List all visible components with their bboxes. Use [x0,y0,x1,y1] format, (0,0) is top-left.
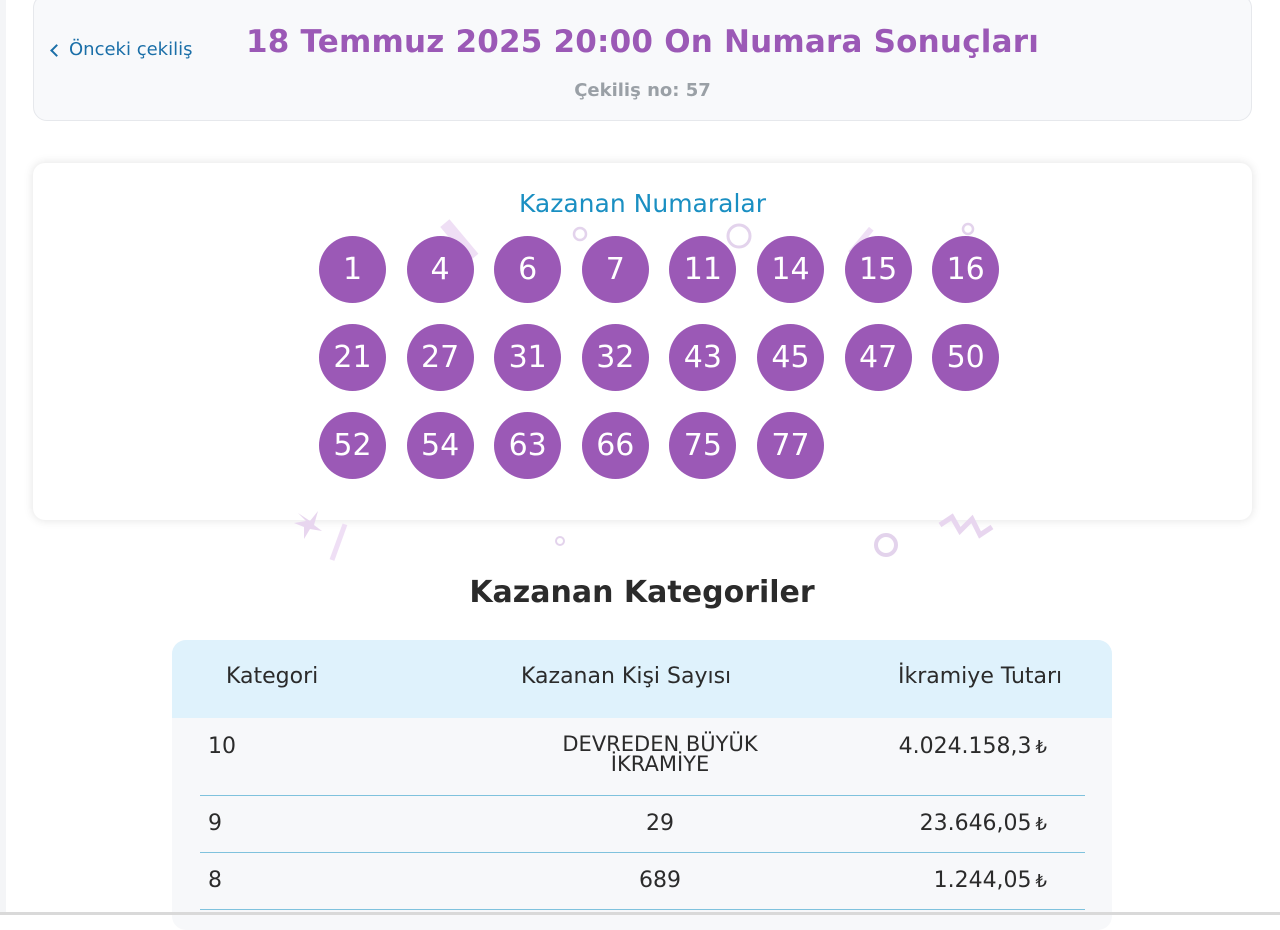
column-header-category: Kategori [226,664,319,689]
prize-amount: 23.646,05 [919,811,1032,836]
winning-number-ball: 75 [669,412,736,479]
table-row [200,795,1085,853]
winners-cell: DEVREDEN BÜYÜK [562,732,758,756]
winning-number-ball: 31 [494,324,561,391]
confetti-decoration-lower [280,505,1020,575]
column-header-prize: İkramiye Tutarı [898,664,1063,689]
winning-categories-title: Kazanan Kategoriler [469,575,815,610]
draw-header-card [33,0,1252,121]
winners-cell: 689 [639,868,681,893]
winning-number-ball: 16 [932,236,999,303]
winning-number-ball: 7 [582,236,649,303]
previous-draw-label: Önceki çekiliş [69,39,193,60]
winning-number-ball: 47 [845,324,912,391]
lira-icon: ₺ [1035,871,1047,892]
winning-number-ball: 50 [932,324,999,391]
page-left-edge [0,0,6,915]
prize-cell [934,868,1047,893]
winning-numbers-title: Kazanan Numaralar [518,189,767,218]
draw-number: Çekiliş no: 57 [574,80,711,101]
category-cell: 10 [208,734,236,759]
winning-number-ball: 21 [319,324,386,391]
category-cell: 8 [208,868,222,893]
winning-number-ball: 32 [582,324,649,391]
winning-number-ball: 66 [582,412,649,479]
winning-number-ball: 54 [407,412,474,479]
winning-categories-table [172,640,1112,930]
winning-number-ball: 11 [669,236,736,303]
previous-draw-link[interactable] [52,39,192,60]
winning-number-ball: 1 [319,236,386,303]
winners-cell: 29 [646,811,674,836]
column-header-winners: Kazanan Kişi Sayısı [521,664,732,689]
lira-icon: ₺ [1035,814,1047,835]
table-row [200,852,1085,910]
winning-number-ball: 77 [757,412,824,479]
prize-amount: 1.244,05 [933,868,1032,893]
winning-number-ball: 45 [757,324,824,391]
winning-number-ball: 63 [494,412,561,479]
table-row [200,718,1085,796]
chevron-left-icon [50,44,63,57]
winning-number-ball: 4 [407,236,474,303]
winning-number-ball: 15 [845,236,912,303]
prize-cell [899,734,1047,759]
winning-number-ball: 6 [494,236,561,303]
prize-amount: 4.024.158,3 [898,734,1032,759]
winners-cell-line2: İKRAMİYE [610,752,710,776]
lira-icon: ₺ [1035,737,1047,758]
winning-number-ball: 14 [757,236,824,303]
category-cell: 9 [208,811,222,836]
page-title: 18 Temmuz 2025 20:00 On Numara Sonuçları [245,24,1040,60]
winning-number-ball: 43 [669,324,736,391]
winning-number-ball: 52 [319,412,386,479]
winning-numbers-card [33,163,1252,520]
table-header-row [172,640,1112,718]
prize-cell [920,811,1047,836]
winning-number-ball: 27 [407,324,474,391]
